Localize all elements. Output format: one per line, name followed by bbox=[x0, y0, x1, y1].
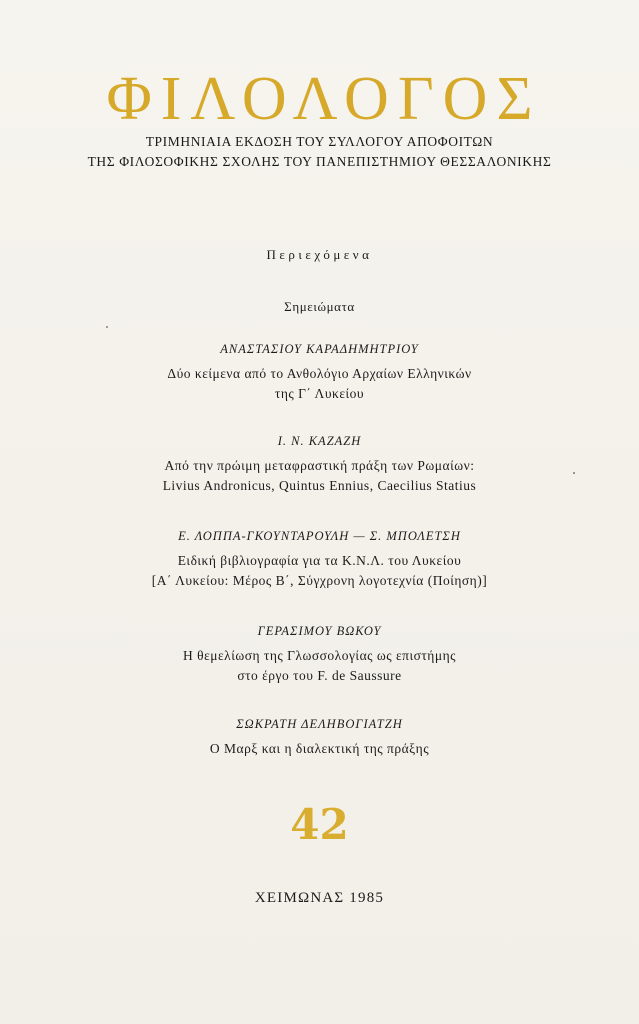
journal-title: ΦΙΛΟΛΟΓΟΣ bbox=[106, 65, 542, 133]
issue-season: ΧΕΙΜΩΝΑΣ 1985 bbox=[254, 890, 385, 906]
entry-author: Ε. ΛΟΠΠΑ-ΓΚΟΥΝΤΑΡΟΥΛΗ — Σ. ΜΠΟΛΕΤΣΗ bbox=[178, 529, 461, 543]
entry-title-line: Από την πρώιμη μεταφραστική πράξη των Ρωμαίων: bbox=[164, 458, 475, 473]
contents-entry bbox=[0, 527, 639, 591]
entry-title-line: [Α΄ Λυκείου: Μέρος Β΄, Σύγχρονη λογοτεχνία (Ποίηση)] bbox=[151, 573, 488, 588]
issue-number: 42 bbox=[290, 800, 349, 849]
section-heading: Σημειώματα bbox=[284, 299, 355, 314]
entry-author: Ι. Ν. ΚΑΖΑΖΗ bbox=[277, 434, 362, 448]
entry-title-line: Ειδική βιβλιογραφία για τα Κ.Ν.Λ. του Λυκείου bbox=[177, 553, 462, 568]
entry-author: ΓΕΡΑΣΙΜΟΥ ΒΩΚΟΥ bbox=[257, 624, 382, 638]
contents-entry bbox=[0, 340, 639, 404]
entry-author: ΣΩΚΡΑΤΗ ΔΕΛΗΒΟΓΙΑΤΖΗ bbox=[236, 717, 403, 731]
contents-entry bbox=[0, 715, 639, 759]
entry-title-line: Η θεμελίωση της Γλωσσολογίας ως επιστήμης bbox=[182, 648, 456, 663]
contents-entry bbox=[0, 622, 639, 686]
entry-title-line: της Γ΄ Λυκείου bbox=[274, 386, 365, 401]
contents-entry bbox=[0, 432, 639, 496]
contents-heading: Περιεχόμενα bbox=[266, 247, 373, 262]
entry-title-line: στο έργο του F. de Saussure bbox=[237, 668, 402, 683]
entry-author: ΑΝΑΣΤΑΣΙΟΥ ΚΑΡΑΔΗΜΗΤΡΙΟΥ bbox=[220, 342, 419, 356]
paper-speck bbox=[106, 326, 108, 328]
paper-speck bbox=[573, 472, 575, 474]
journal-subtitle-line-1: ΤΡΙΜΗΝΙΑΙΑ ΕΚΔΟΣΗ ΤΟΥ ΣΥΛΛΟΓΟΥ ΑΠΟΦΟΙΤΩΝ bbox=[145, 134, 494, 149]
journal-subtitle-line-2: ΤΗΣ ΦΙΛΟΣΟΦΙΚΗΣ ΣΧΟΛΗΣ ΤΟΥ ΠΑΝΕΠΙΣΤΗΜΙΟΥ ΘΕΣΣΑΛΟΝΙΚΗΣ bbox=[87, 154, 552, 169]
entry-title-line: Δύο κείμενα από το Ανθολόγιο Αρχαίων Ελληνικών bbox=[167, 366, 472, 381]
entry-title-line: Livius Andronicus, Quintus Ennius, Caecilius Statius bbox=[162, 478, 477, 493]
entry-title-line: Ο Μαρξ και η διαλεκτική της πράξης bbox=[209, 741, 430, 756]
